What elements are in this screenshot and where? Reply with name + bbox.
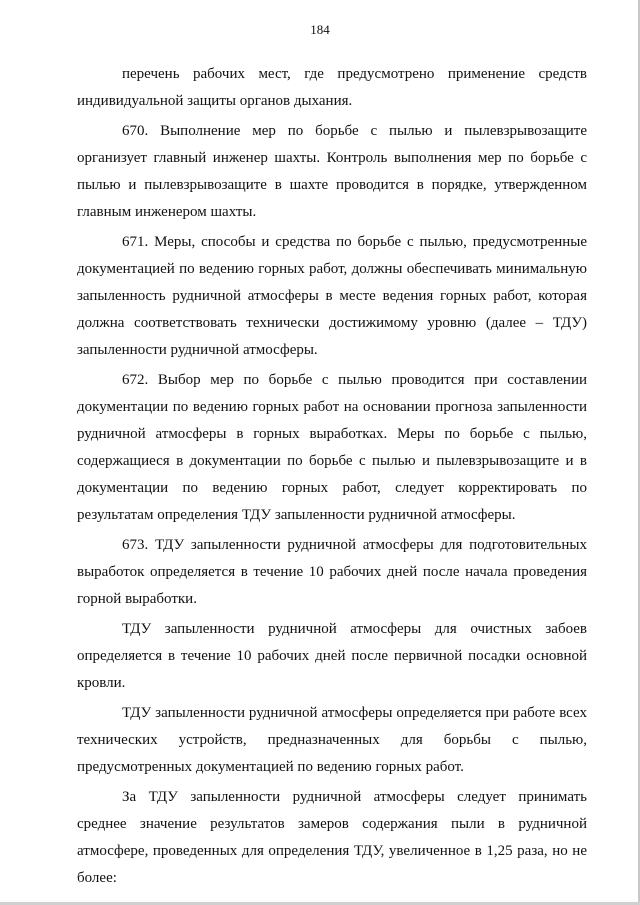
paragraph-continuation: перечень рабочих мест, где предусмотрено применение средств индивидуальной защиты органов дыхания. bbox=[77, 66, 587, 109]
page-number: 184 bbox=[310, 22, 330, 37]
document-body bbox=[77, 61, 587, 895]
paragraph-670: 670. Выполнение мер по борьбе с пылью и пылевзрывозащите организует главный инженер шахты. Контроль выполнения мер по борьбе с пылью и пылевзрывозащите в шахте проводится в порядке, утвержденном главным инженером шахты. bbox=[77, 123, 587, 220]
paragraph-tdu-average: За ТДУ запыленности рудничной атмосферы следует принимать среднее значение результатов замеров содержания пыли в рудничной атмосфере, проведенных для определения ТДУ, увеличенное в 1,25 раза, но не более: bbox=[77, 789, 587, 886]
paragraph-672: 672. Выбор мер по борьбе с пылью проводится при составлении документации по ведению горных работ на основании прогноза запыленности рудничной атмосферы в горных выработках. Меры по борьбе с пылью, содержащиеся в документации по борьбе с пылью и пылевзрывозащите и в документации по ведению горных работ, следует корректировать по результатам определения ТДУ запыленности рудничной атмосферы. bbox=[77, 372, 587, 523]
paragraph-671: 671. Меры, способы и средства по борьбе с пылью, предусмотренные документацией по ведению горных работ, должны обеспечивать минимальную запыленность рудничной атмосферы в месте ведения горных работ, которая должна соответствовать технически достижимому уровню (далее – ТДУ) запыленности рудничной атмосферы. bbox=[77, 234, 587, 358]
paragraph-673: 673. ТДУ запыленности рудничной атмосферы для подготовительных выработок определяется в течение 10 рабочих дней после начала проведения горной выработки. bbox=[77, 537, 587, 607]
paragraph-clearing-faces: ТДУ запыленности рудничной атмосферы для очистных забоев определяется в течение 10 рабочих дней после первичной посадки основной кровли. bbox=[77, 621, 587, 691]
paragraph-tdu-devices: ТДУ запыленности рудничной атмосферы определяется при работе всех технических устройств, предназначенных для борьбы с пылью, предусмотренных документацией по ведению горных работ. bbox=[77, 705, 587, 775]
